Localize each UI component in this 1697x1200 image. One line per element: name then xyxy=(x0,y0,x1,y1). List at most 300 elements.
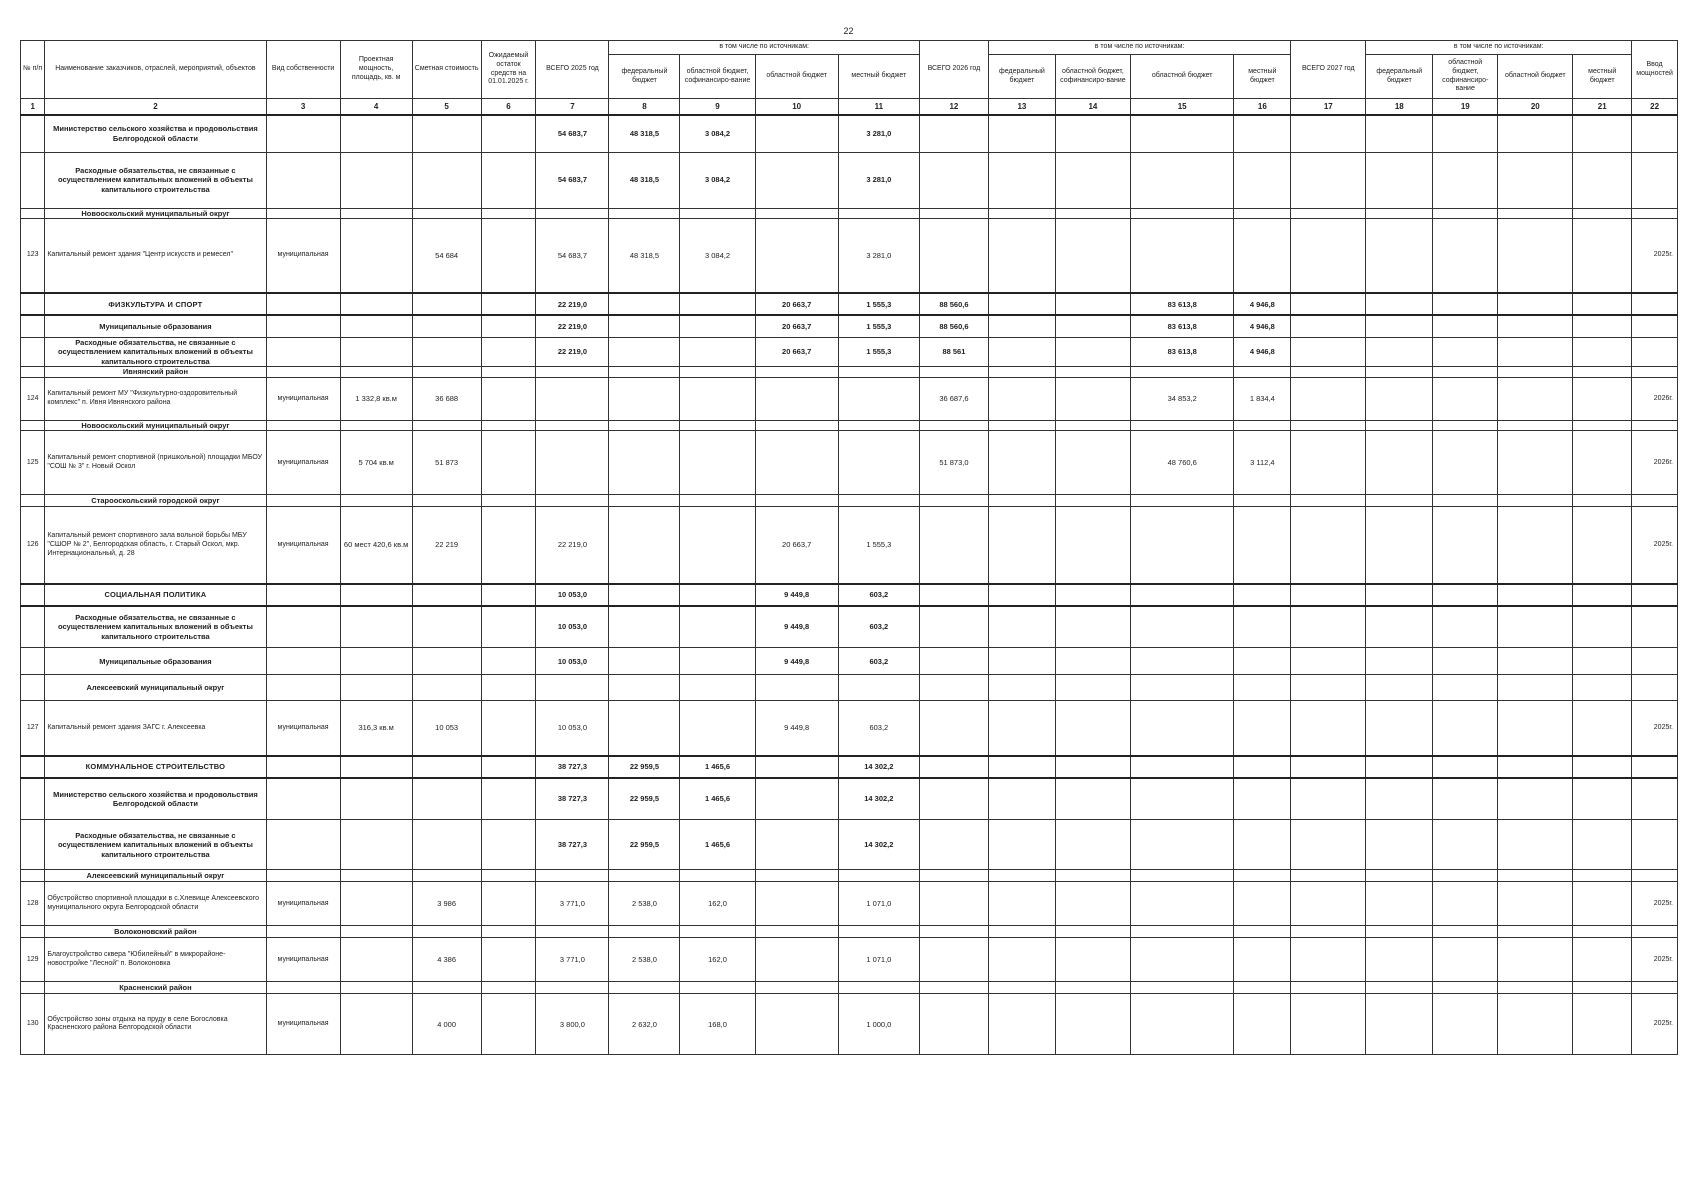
value-cell xyxy=(1234,208,1291,218)
row-number: 124 xyxy=(21,378,45,421)
category-row xyxy=(21,756,1678,778)
value-cell: 4 946,8 xyxy=(1234,293,1291,315)
value-cell xyxy=(536,208,609,218)
value-cell xyxy=(340,938,412,982)
value-cell xyxy=(1055,648,1130,675)
value-cell: 1 071,0 xyxy=(838,938,919,982)
value-cell xyxy=(1366,367,1433,378)
value-cell xyxy=(1498,367,1573,378)
value-cell xyxy=(1055,507,1130,584)
value-cell xyxy=(481,315,536,337)
value-cell: 20 663,7 xyxy=(755,293,838,315)
value-cell xyxy=(680,870,755,882)
value-cell: 316,3 кв.м xyxy=(340,701,412,756)
value-cell xyxy=(609,208,680,218)
value-cell xyxy=(1498,495,1573,507)
value-cell xyxy=(1366,293,1433,315)
col-total-2026-header: ВСЕГО 2026 год xyxy=(919,41,988,99)
row-name: Капитальный ремонт спортивной (пришкольной) площадки МБОУ "СОШ № 3" г. Новый Оскол xyxy=(45,431,266,495)
value-cell: 1 071,0 xyxy=(838,882,919,926)
row-number xyxy=(21,208,45,218)
value-cell xyxy=(1366,870,1433,882)
value-cell xyxy=(755,152,838,208)
value-cell xyxy=(988,778,1055,820)
value-cell xyxy=(680,293,755,315)
value-cell xyxy=(1366,378,1433,421)
value-cell xyxy=(755,421,838,431)
value-cell xyxy=(536,378,609,421)
value-cell xyxy=(1291,378,1366,421)
value-cell xyxy=(412,606,481,648)
ownership-cell xyxy=(266,337,340,366)
value-cell xyxy=(609,421,680,431)
commissioning-cell: 2026г. xyxy=(1632,431,1678,495)
column-number: 11 xyxy=(838,99,919,116)
value-cell: 22 219,0 xyxy=(536,315,609,337)
value-cell xyxy=(340,315,412,337)
value-cell: 10 053,0 xyxy=(536,606,609,648)
row-number xyxy=(21,648,45,675)
value-cell: 22 959,5 xyxy=(609,820,680,870)
commissioning-cell xyxy=(1632,675,1678,701)
value-cell xyxy=(755,926,838,938)
commissioning-cell xyxy=(1632,208,1678,218)
commissioning-cell xyxy=(1632,756,1678,778)
value-cell xyxy=(919,208,988,218)
value-cell xyxy=(1573,870,1632,882)
column-number: 5 xyxy=(412,99,481,116)
value-cell xyxy=(1130,584,1233,606)
value-cell: 54 683,7 xyxy=(536,115,609,152)
value-cell xyxy=(1291,293,1366,315)
value-cell xyxy=(1433,648,1498,675)
value-cell xyxy=(536,431,609,495)
value-cell xyxy=(1234,218,1291,293)
col-name-header: Наименование заказчиков, отраслей, мероприятий, объектов xyxy=(45,41,266,99)
value-cell xyxy=(412,293,481,315)
value-cell xyxy=(1366,315,1433,337)
value-cell xyxy=(838,675,919,701)
value-cell xyxy=(988,431,1055,495)
value-cell xyxy=(1234,152,1291,208)
value-cell xyxy=(1573,208,1632,218)
value-cell xyxy=(340,820,412,870)
value-cell xyxy=(1055,584,1130,606)
column-number: 7 xyxy=(536,99,609,116)
value-cell xyxy=(1055,115,1130,152)
value-cell xyxy=(1055,208,1130,218)
value-cell xyxy=(412,208,481,218)
value-cell xyxy=(755,870,838,882)
row-number xyxy=(21,337,45,366)
value-cell xyxy=(988,675,1055,701)
value-cell xyxy=(1498,994,1573,1055)
value-cell xyxy=(1433,152,1498,208)
value-cell xyxy=(919,820,988,870)
sub-regional-cofin-2025: областной бюджет, софинансиро-вание xyxy=(680,55,755,99)
sub-local-2025: местный бюджет xyxy=(838,55,919,99)
value-cell xyxy=(412,337,481,366)
value-cell xyxy=(1055,994,1130,1055)
value-cell xyxy=(988,870,1055,882)
value-cell xyxy=(1291,315,1366,337)
value-cell xyxy=(1433,820,1498,870)
row-number: 126 xyxy=(21,507,45,584)
value-cell xyxy=(919,367,988,378)
value-cell xyxy=(1291,218,1366,293)
value-cell xyxy=(1498,115,1573,152)
value-cell xyxy=(1366,926,1433,938)
ownership-cell: муниципальная xyxy=(266,218,340,293)
ownership-cell xyxy=(266,648,340,675)
row-number: 128 xyxy=(21,882,45,926)
value-cell xyxy=(1130,882,1233,926)
column-number: 3 xyxy=(266,99,340,116)
value-cell xyxy=(412,315,481,337)
ownership-cell xyxy=(266,495,340,507)
value-cell xyxy=(609,701,680,756)
value-cell xyxy=(1055,431,1130,495)
value-cell xyxy=(919,870,988,882)
value-cell xyxy=(919,778,988,820)
column-number: 4 xyxy=(340,99,412,116)
value-cell xyxy=(755,820,838,870)
col-total-2027-header: ВСЕГО 2027 год xyxy=(1291,41,1366,99)
value-cell: 34 853,2 xyxy=(1130,378,1233,421)
value-cell: 2 632,0 xyxy=(609,994,680,1055)
value-cell xyxy=(340,982,412,994)
value-cell xyxy=(340,218,412,293)
row-number xyxy=(21,778,45,820)
column-number: 18 xyxy=(1366,99,1433,116)
value-cell xyxy=(1234,507,1291,584)
commissioning-cell xyxy=(1632,820,1678,870)
row-name: Волоконовский район xyxy=(45,926,266,938)
value-cell: 4 946,8 xyxy=(1234,337,1291,366)
commissioning-cell xyxy=(1632,778,1678,820)
column-number: 20 xyxy=(1498,99,1573,116)
value-cell xyxy=(1573,315,1632,337)
ownership-cell xyxy=(266,756,340,778)
value-cell xyxy=(1055,421,1130,431)
row-name: Муниципальные образования xyxy=(45,315,266,337)
value-cell xyxy=(1130,994,1233,1055)
value-cell: 14 302,2 xyxy=(838,756,919,778)
value-cell xyxy=(1291,584,1366,606)
value-cell: 22 219 xyxy=(412,507,481,584)
value-cell xyxy=(919,495,988,507)
investment-table xyxy=(20,40,1678,1055)
value-cell: 38 727,3 xyxy=(536,756,609,778)
value-cell xyxy=(1291,870,1366,882)
value-cell xyxy=(481,421,536,431)
value-cell xyxy=(1234,982,1291,994)
value-cell xyxy=(919,648,988,675)
ownership-cell: муниципальная xyxy=(266,701,340,756)
value-cell xyxy=(755,882,838,926)
value-cell xyxy=(919,507,988,584)
value-cell xyxy=(1433,982,1498,994)
value-cell xyxy=(481,926,536,938)
value-cell: 1 465,6 xyxy=(680,756,755,778)
value-cell xyxy=(1498,218,1573,293)
value-cell: 36 687,6 xyxy=(919,378,988,421)
value-cell xyxy=(755,367,838,378)
value-cell xyxy=(919,421,988,431)
value-cell xyxy=(1366,648,1433,675)
column-number-row xyxy=(21,99,1678,116)
value-cell xyxy=(1433,218,1498,293)
value-cell xyxy=(755,378,838,421)
value-cell xyxy=(1573,367,1632,378)
sub-regional-2026: областной бюджет xyxy=(1130,55,1233,99)
commissioning-cell: 2026г. xyxy=(1632,378,1678,421)
value-cell xyxy=(1498,756,1573,778)
ownership-cell: муниципальная xyxy=(266,431,340,495)
value-cell xyxy=(412,495,481,507)
value-cell xyxy=(1366,507,1433,584)
value-cell: 22 219,0 xyxy=(536,507,609,584)
value-cell xyxy=(1291,701,1366,756)
value-cell xyxy=(838,367,919,378)
value-cell xyxy=(1573,926,1632,938)
row-number: 125 xyxy=(21,431,45,495)
value-cell xyxy=(988,495,1055,507)
value-cell xyxy=(481,208,536,218)
district-row xyxy=(21,495,1678,507)
row-name: ФИЗКУЛЬТУРА И СПОРТ xyxy=(45,293,266,315)
value-cell xyxy=(481,431,536,495)
commissioning-cell xyxy=(1632,152,1678,208)
commissioning-cell xyxy=(1632,293,1678,315)
value-cell xyxy=(1055,337,1130,366)
row-number: 129 xyxy=(21,938,45,982)
value-cell xyxy=(1433,675,1498,701)
value-cell xyxy=(988,293,1055,315)
value-cell xyxy=(1234,926,1291,938)
value-cell xyxy=(988,378,1055,421)
value-cell xyxy=(481,606,536,648)
value-cell xyxy=(609,675,680,701)
value-cell: 48 760,6 xyxy=(1130,431,1233,495)
value-cell xyxy=(988,701,1055,756)
value-cell xyxy=(1234,778,1291,820)
value-cell xyxy=(481,648,536,675)
value-cell xyxy=(340,870,412,882)
ownership-cell xyxy=(266,606,340,648)
value-cell xyxy=(1291,820,1366,870)
row-name: Старооскольский городской округ xyxy=(45,495,266,507)
value-cell: 10 053,0 xyxy=(536,701,609,756)
value-cell xyxy=(1291,756,1366,778)
row-name: Расходные обязательства, не связанные с осуществлением капитальных вложений в объекты капитального строительства xyxy=(45,820,266,870)
col-no-header: № п/п xyxy=(21,41,45,99)
value-cell xyxy=(680,495,755,507)
value-cell xyxy=(1055,938,1130,982)
value-cell xyxy=(1433,778,1498,820)
value-cell xyxy=(1433,115,1498,152)
value-cell xyxy=(609,648,680,675)
value-cell: 9 449,8 xyxy=(755,701,838,756)
value-cell xyxy=(1055,926,1130,938)
commissioning-cell xyxy=(1632,584,1678,606)
value-cell xyxy=(1366,756,1433,778)
value-cell xyxy=(481,756,536,778)
value-cell xyxy=(1234,938,1291,982)
row-name: Ивнянский район xyxy=(45,367,266,378)
value-cell xyxy=(919,938,988,982)
row-number xyxy=(21,115,45,152)
commissioning-cell xyxy=(1632,648,1678,675)
row-name: Алексеевский муниципальный округ xyxy=(45,870,266,882)
value-cell xyxy=(481,778,536,820)
value-cell: 603,2 xyxy=(838,648,919,675)
value-cell xyxy=(1573,820,1632,870)
value-cell xyxy=(1234,701,1291,756)
row-name: Новооскольский муниципальный округ xyxy=(45,208,266,218)
value-cell xyxy=(1234,421,1291,431)
value-cell xyxy=(1433,367,1498,378)
object-row xyxy=(21,994,1678,1055)
value-cell: 3 112,4 xyxy=(1234,431,1291,495)
value-cell xyxy=(1498,820,1573,870)
value-cell xyxy=(919,606,988,648)
value-cell xyxy=(680,584,755,606)
value-cell xyxy=(1573,507,1632,584)
row-name: Министерство сельского хозяйства и продовольствия Белгородской области xyxy=(45,778,266,820)
value-cell xyxy=(680,367,755,378)
value-cell xyxy=(1498,882,1573,926)
row-name: Министерство сельского хозяйства и продовольствия Белгородской области xyxy=(45,115,266,152)
ownership-cell: муниципальная xyxy=(266,994,340,1055)
category-row xyxy=(21,293,1678,315)
ownership-cell xyxy=(266,820,340,870)
value-cell xyxy=(1366,938,1433,982)
value-cell xyxy=(1573,606,1632,648)
value-cell xyxy=(988,756,1055,778)
value-cell xyxy=(988,315,1055,337)
value-cell: 1 000,0 xyxy=(838,994,919,1055)
value-cell xyxy=(1130,675,1233,701)
value-cell xyxy=(988,982,1055,994)
value-cell xyxy=(988,507,1055,584)
value-cell xyxy=(988,115,1055,152)
value-cell xyxy=(1055,367,1130,378)
value-cell xyxy=(340,606,412,648)
sources-2025-header: в том числе по источникам: xyxy=(609,41,919,55)
value-cell xyxy=(680,606,755,648)
value-cell xyxy=(919,982,988,994)
value-cell xyxy=(340,882,412,926)
value-cell: 22 959,5 xyxy=(609,778,680,820)
value-cell xyxy=(1433,378,1498,421)
value-cell xyxy=(536,675,609,701)
value-cell: 88 560,6 xyxy=(919,293,988,315)
value-cell xyxy=(919,152,988,208)
column-number: 21 xyxy=(1573,99,1632,116)
value-cell xyxy=(1130,495,1233,507)
col-ownership-header: Вид собственности xyxy=(266,41,340,99)
value-cell: 22 219,0 xyxy=(536,337,609,366)
value-cell xyxy=(340,367,412,378)
value-cell xyxy=(1433,926,1498,938)
value-cell: 88 560,6 xyxy=(919,315,988,337)
row-name: Новооскольский муниципальный округ xyxy=(45,421,266,431)
value-cell xyxy=(1291,982,1366,994)
row-number xyxy=(21,367,45,378)
value-cell xyxy=(1291,115,1366,152)
row-name: КОММУНАЛЬНОЕ СТРОИТЕЛЬСТВО xyxy=(45,756,266,778)
value-cell: 1 332,8 кв.м xyxy=(340,378,412,421)
value-cell xyxy=(919,675,988,701)
value-cell: 83 613,8 xyxy=(1130,293,1233,315)
row-number xyxy=(21,926,45,938)
value-cell: 9 449,8 xyxy=(755,606,838,648)
value-cell xyxy=(1433,507,1498,584)
value-cell xyxy=(1130,218,1233,293)
value-cell: 3 281,0 xyxy=(838,218,919,293)
value-cell xyxy=(481,820,536,870)
value-cell xyxy=(1055,701,1130,756)
value-cell xyxy=(609,378,680,421)
value-cell: 9 449,8 xyxy=(755,648,838,675)
value-cell: 3 771,0 xyxy=(536,882,609,926)
sub-local-2026: местный бюджет xyxy=(1234,55,1291,99)
value-cell xyxy=(1573,982,1632,994)
object-row xyxy=(21,882,1678,926)
subtotal-row xyxy=(21,778,1678,820)
ownership-cell xyxy=(266,584,340,606)
value-cell: 54 683,7 xyxy=(536,152,609,208)
value-cell xyxy=(838,870,919,882)
value-cell xyxy=(1498,584,1573,606)
value-cell xyxy=(1573,778,1632,820)
value-cell xyxy=(1573,584,1632,606)
row-number xyxy=(21,421,45,431)
value-cell xyxy=(1234,584,1291,606)
value-cell xyxy=(536,421,609,431)
value-cell: 3 084,2 xyxy=(680,115,755,152)
value-cell xyxy=(1366,778,1433,820)
value-cell xyxy=(1291,938,1366,982)
commissioning-cell: 2025г. xyxy=(1632,994,1678,1055)
ownership-cell xyxy=(266,208,340,218)
row-name: Расходные обязательства, не связанные с осуществлением капитальных вложений в объекты капитального строительства xyxy=(45,606,266,648)
row-name: Капитальный ремонт МУ "Физкультурно-оздоровительный комплекс" п. Ивня Ивнянского района xyxy=(45,378,266,421)
value-cell xyxy=(1366,882,1433,926)
commissioning-cell xyxy=(1632,870,1678,882)
value-cell xyxy=(609,367,680,378)
value-cell xyxy=(1234,820,1291,870)
value-cell xyxy=(1573,648,1632,675)
row-name: Алексеевский муниципальный округ xyxy=(45,675,266,701)
value-cell xyxy=(609,584,680,606)
value-cell xyxy=(1130,820,1233,870)
value-cell: 2 538,0 xyxy=(609,938,680,982)
value-cell: 4 000 xyxy=(412,994,481,1055)
value-cell xyxy=(1498,431,1573,495)
value-cell xyxy=(1433,421,1498,431)
value-cell xyxy=(680,982,755,994)
value-cell xyxy=(755,778,838,820)
value-cell xyxy=(1498,938,1573,982)
value-cell xyxy=(1498,675,1573,701)
value-cell: 22 219,0 xyxy=(536,293,609,315)
sub-regional-2025: областной бюджет xyxy=(755,55,838,99)
value-cell xyxy=(680,315,755,337)
value-cell xyxy=(1291,778,1366,820)
value-cell xyxy=(680,675,755,701)
